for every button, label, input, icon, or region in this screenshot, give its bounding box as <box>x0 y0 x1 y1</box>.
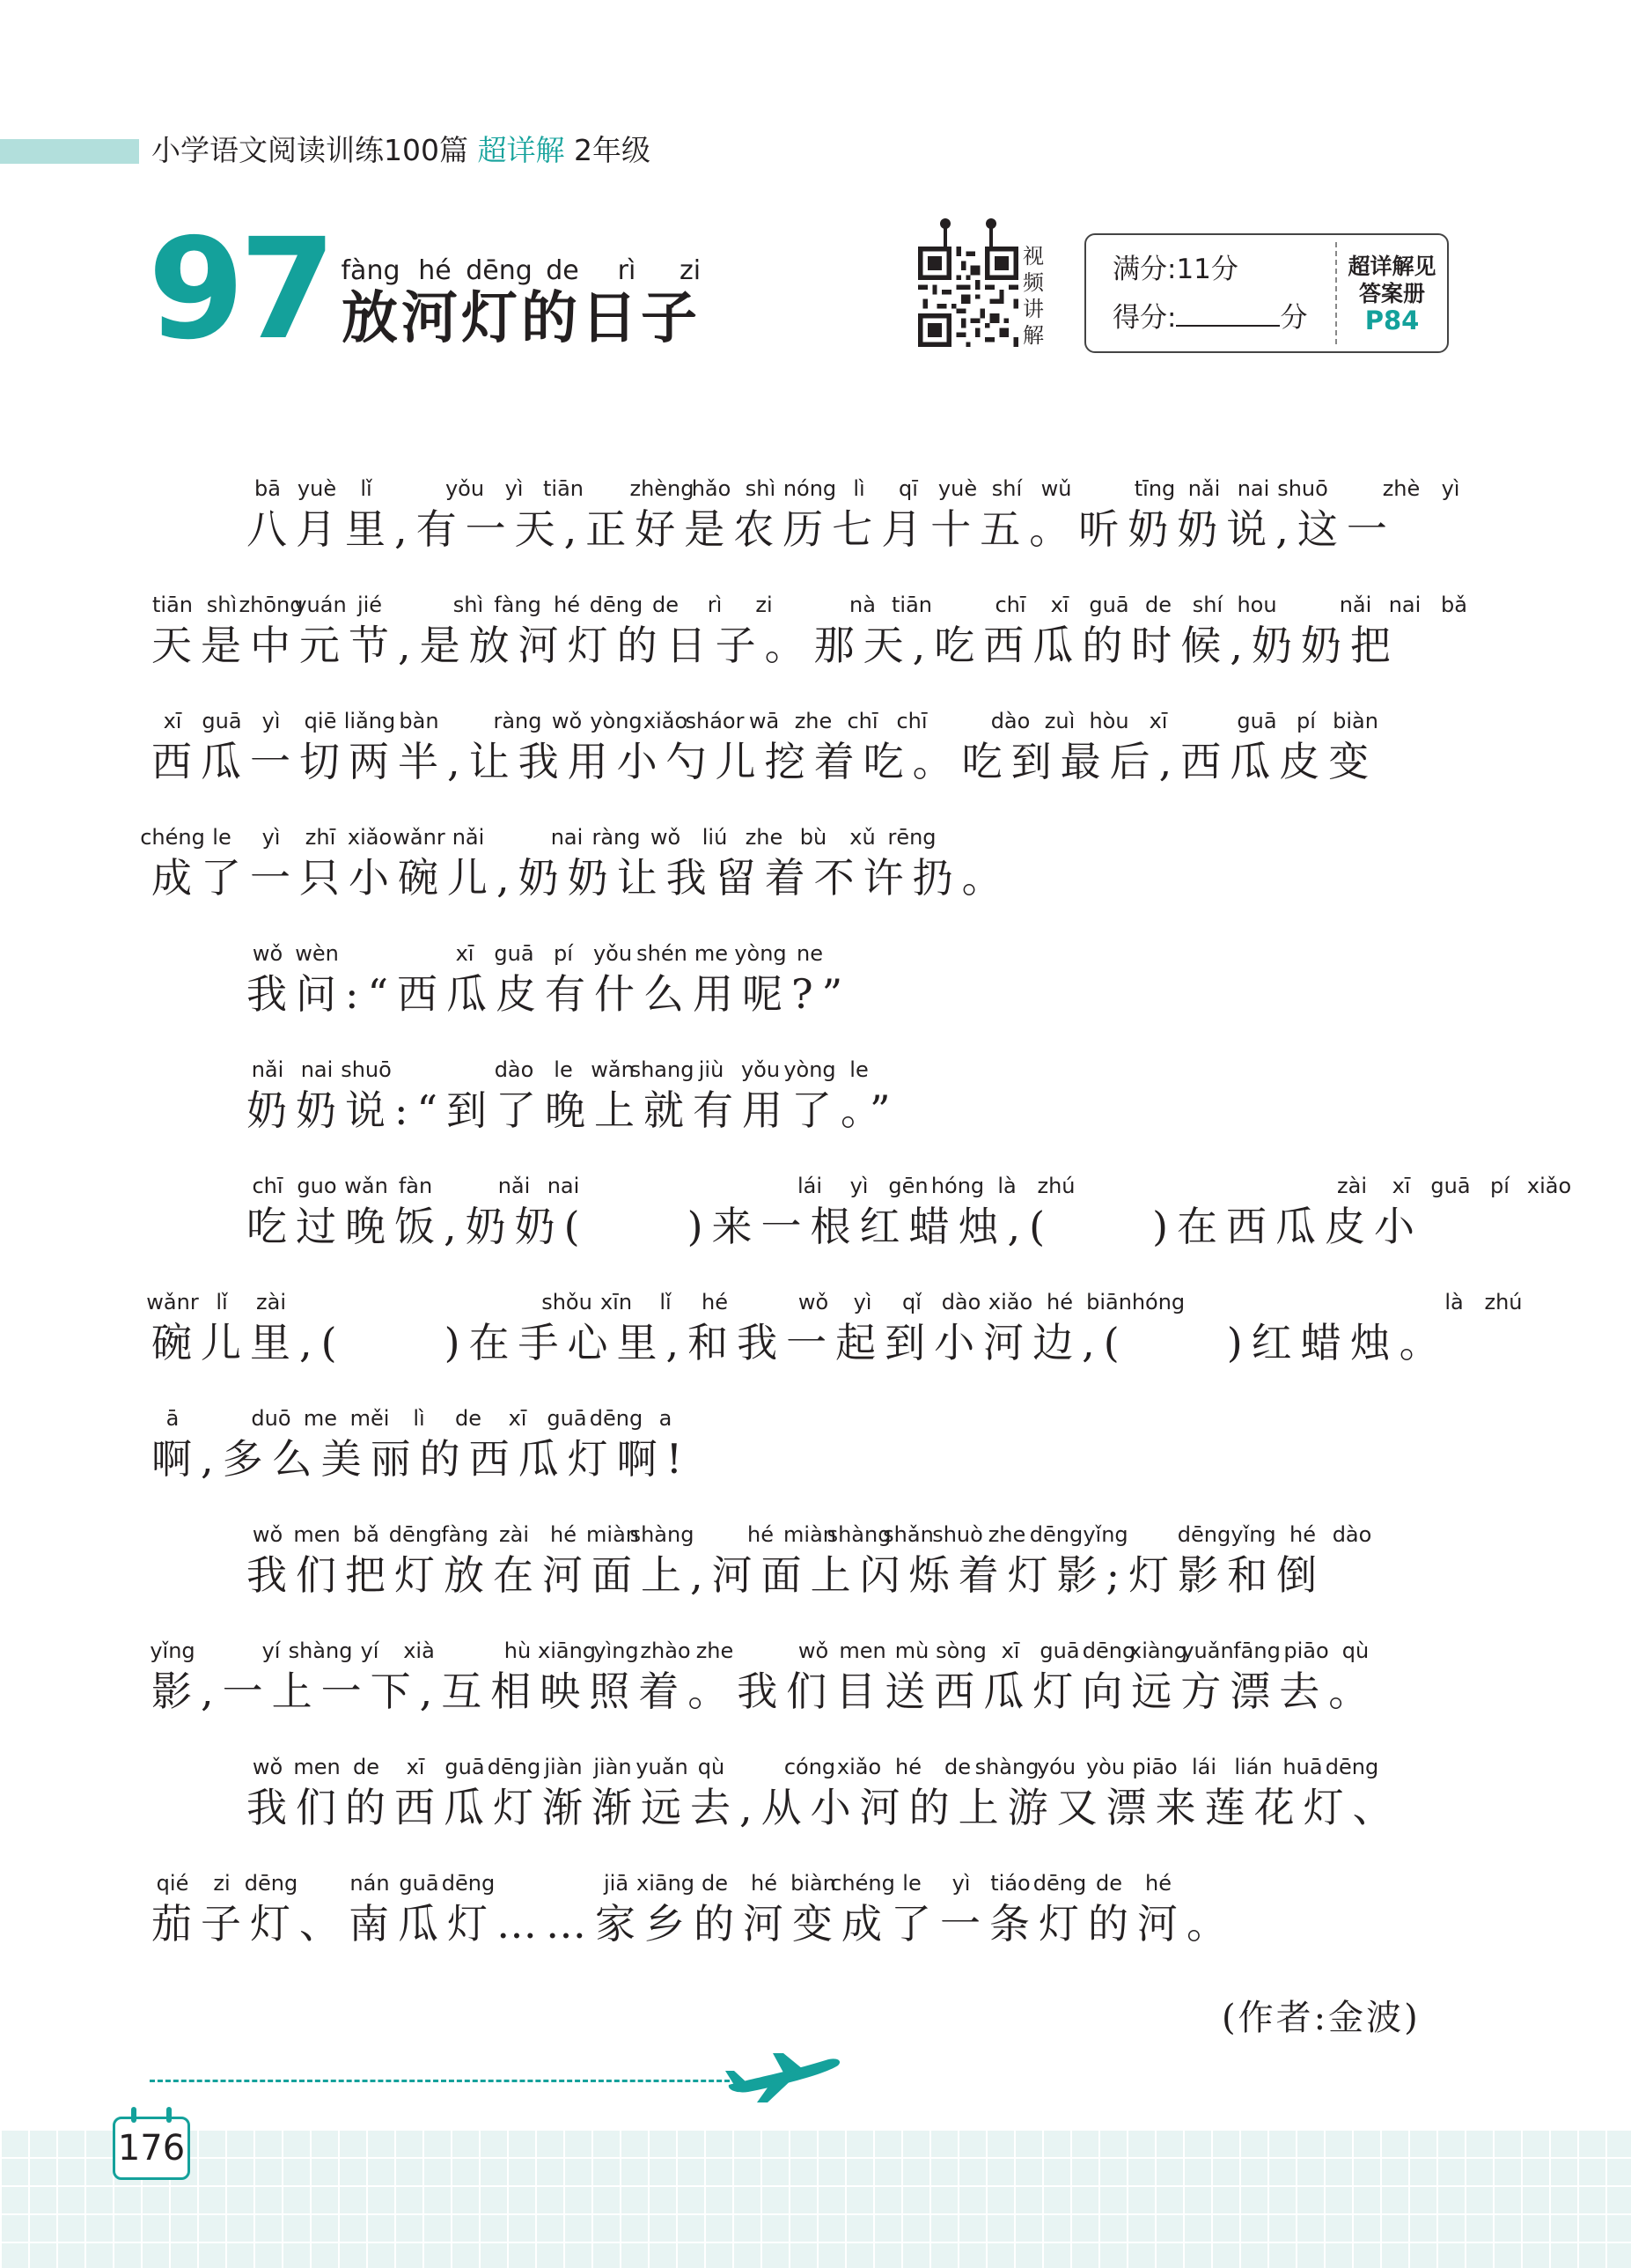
pinyin-syllable: hóng <box>1131 1290 1186 1314</box>
pinyin-syllable: chī <box>252 1174 283 1198</box>
pinyin-syllable: dēng <box>244 1871 298 1896</box>
pinyin-syllable: xiāng <box>636 1871 695 1896</box>
pinyin-syllable: pí <box>1490 1174 1510 1198</box>
dashed-flight-line <box>150 2080 738 2082</box>
pinyin-syllable: yòng <box>783 1057 836 1082</box>
pinyin-syllable: hé <box>895 1755 922 1779</box>
pinyin-syllable: guā <box>202 709 242 733</box>
pinyin-syllable: de <box>944 1755 971 1779</box>
pinyin-syllable: wǒ <box>252 941 283 966</box>
title-pinyin-syllable: rì <box>617 255 636 286</box>
pinyin-syllable: tiān <box>892 593 932 617</box>
pinyin-syllable: ràng <box>493 709 542 733</box>
pinyin-syllable: zuì <box>1044 709 1076 733</box>
score-box <box>1084 233 1449 353</box>
video-explain-label: 视频讲解 <box>1023 244 1044 348</box>
passage-text: 茄子灯、南瓜灯……家乡的河变成了一条灯的河。 <box>151 1900 1236 1948</box>
pinyin-syllable: xī <box>508 1406 527 1431</box>
pinyin-syllable: lì <box>413 1406 425 1431</box>
pinyin-syllable: xī <box>1001 1638 1020 1663</box>
pinyin-syllable: dào <box>990 709 1031 733</box>
passage-text: 西瓜一切两半,让我用小勺儿挖着吃。吃到最后,西瓜皮变 <box>151 738 1378 785</box>
pinyin-syllable: shí <box>991 476 1023 501</box>
title-pinyin-syllable: hé <box>418 255 452 286</box>
pinyin-syllable: liǎng <box>343 709 396 733</box>
pinyin-syllable: lǐ <box>360 476 372 501</box>
pinyin-syllable: hé <box>747 1522 774 1547</box>
pinyin-syllable: biàn <box>790 1871 836 1896</box>
pinyin-syllable: me <box>694 941 729 966</box>
pinyin-syllable: yòng <box>734 941 787 966</box>
pinyin-syllable: zhī <box>305 825 336 850</box>
pinyin-syllable: nai <box>300 1057 334 1082</box>
pinyin-syllable: xiǎo <box>988 1290 1033 1314</box>
pinyin-syllable: ràng <box>591 825 641 850</box>
pinyin-syllable: dēng <box>1177 1522 1231 1547</box>
pinyin-syllable: rì <box>707 593 723 617</box>
pinyin-syllable: xī <box>1149 709 1168 733</box>
pinyin-syllable: hé <box>1145 1871 1172 1896</box>
pinyin-syllable: yǐng <box>150 1638 195 1663</box>
series-highlight: 超详解 <box>477 133 565 167</box>
pinyin-syllable: wā <box>748 709 780 733</box>
pinyin-syllable: yì <box>261 825 281 850</box>
pinyin-syllable: jiàn <box>593 1755 632 1779</box>
pinyin-syllable: dēng <box>589 1406 643 1431</box>
pinyin-syllable: yì <box>504 476 524 501</box>
passage-text: 奶奶说:“到了晚上就有用了。” <box>246 1086 900 1134</box>
passage-text: 吃过晚饭,奶奶( )来一根红蜡烛,( )在西瓜皮小 <box>246 1203 1424 1250</box>
pinyin-syllable: yuè <box>297 476 337 501</box>
pinyin-syllable: dēng <box>487 1755 541 1779</box>
score-entry <box>1113 298 1307 336</box>
pinyin-syllable: yuán <box>294 593 347 617</box>
pinyin-syllable: hé <box>702 1290 728 1314</box>
pinyin-syllable: biān <box>1086 1290 1132 1314</box>
pinyin-syllable: zhú <box>1484 1290 1523 1314</box>
pinyin-syllable: guā <box>547 1406 587 1431</box>
pinyin-syllable: shuō <box>1277 476 1328 501</box>
pinyin-syllable: biàn <box>1333 709 1378 733</box>
pinyin-syllable: de <box>652 593 679 617</box>
pinyin-syllable: miàn <box>783 1522 836 1547</box>
pinyin-syllable: wǒ <box>252 1755 283 1779</box>
pinyin-syllable: zhe <box>745 825 783 850</box>
pinyin-syllable: guā <box>444 1755 485 1779</box>
pinyin-syllable: wǒ <box>650 825 681 850</box>
pinyin-syllable: chéng <box>140 825 205 850</box>
pinyin-syllable: shàng <box>827 1522 892 1547</box>
pinyin-syllable: zhèng <box>629 476 694 501</box>
calendar-ring-right <box>166 2107 172 2123</box>
pinyin-syllable: ā <box>165 1406 180 1431</box>
pinyin-syllable: hǎo <box>691 476 731 501</box>
pinyin-syllable: yǐng <box>1231 1522 1276 1547</box>
answer-note-line1: 超详解见 <box>1348 254 1436 279</box>
pinyin-syllable: yì <box>261 709 281 733</box>
pinyin-syllable: shang <box>629 1057 694 1082</box>
pinyin-syllable: hé <box>1289 1522 1316 1547</box>
pinyin-syllable: guo <box>297 1174 337 1198</box>
pinyin-syllable: bǎ <box>1441 593 1467 617</box>
pinyin-syllable: yǒu <box>592 941 633 966</box>
pinyin-syllable: zi <box>755 593 773 617</box>
pinyin-syllable: pí <box>554 941 573 966</box>
pinyin-syllable: jiā <box>603 1871 629 1896</box>
footer-grid-background <box>0 2129 1631 2268</box>
pinyin-syllable: yuǎn <box>636 1755 688 1779</box>
pinyin-syllable: lǐ <box>216 1290 228 1314</box>
pinyin-syllable: nai <box>1237 476 1270 501</box>
score-unit: 分 <box>1280 302 1308 334</box>
passage-text: 成了一只小碗儿,奶奶让我留着不许扔。 <box>151 854 1011 902</box>
pinyin-syllable: hou <box>1237 593 1277 617</box>
lesson-number: 97 <box>148 209 331 371</box>
pinyin-syllable: hé <box>751 1871 777 1896</box>
pinyin-syllable: nǎi <box>251 1057 284 1082</box>
page-number-box <box>113 2117 190 2180</box>
pinyin-syllable: wǒ <box>252 1522 283 1547</box>
pinyin-syllable: yí <box>360 1638 379 1663</box>
pinyin-syllable: chī <box>995 593 1026 617</box>
pinyin-syllable: guā <box>1237 709 1277 733</box>
pinyin-syllable: sòng <box>936 1638 987 1663</box>
pinyin-syllable: le <box>849 1057 869 1082</box>
pinyin-syllable: dào <box>494 1057 534 1082</box>
qr-code-icon[interactable] <box>918 247 1018 347</box>
pinyin-syllable: chī <box>896 709 928 733</box>
pinyin-syllable: qiē <box>304 709 337 733</box>
pinyin-syllable: xià <box>403 1638 435 1663</box>
answer-note-line2: 答案册 <box>1358 281 1425 306</box>
pinyin-syllable: yǒu <box>740 1057 781 1082</box>
header-accent-bar <box>0 139 139 164</box>
pinyin-syllable: zhōng <box>239 593 304 617</box>
passage-text: 天是中元节,是放河灯的日子。那天,吃西瓜的时候,奶奶把 <box>151 622 1400 669</box>
pinyin-syllable: yì <box>951 1871 971 1896</box>
pinyin-syllable: dēng <box>589 593 643 617</box>
pinyin-syllable: tiān <box>543 476 584 501</box>
pinyin-syllable: là <box>1444 1290 1464 1314</box>
title-pinyin-syllable: zi <box>679 255 702 286</box>
pinyin-syllable: yuǎn <box>1181 1638 1234 1663</box>
title-pinyin-syllable: fàng <box>341 255 400 286</box>
pinyin-syllable: wǒ <box>551 709 583 733</box>
pinyin-syllable: tīng <box>1134 476 1176 501</box>
pinyin-syllable: shàng <box>629 1522 694 1547</box>
pinyin-syllable: fàng <box>494 593 541 617</box>
pinyin-syllable: yòng <box>590 709 643 733</box>
lesson-title: 放河灯的日子 <box>342 286 701 351</box>
pinyin-syllable: xiǎo <box>836 1755 882 1779</box>
pinyin-syllable: xīn <box>599 1290 633 1314</box>
pinyin-syllable: xiǎo <box>643 709 688 733</box>
pinyin-syllable: fàng <box>441 1522 489 1547</box>
pinyin-syllable: yì <box>853 1290 872 1314</box>
pinyin-syllable: yǒu <box>444 476 485 501</box>
pinyin-syllable: sháor <box>685 709 745 733</box>
pinyin-syllable: zài <box>499 1522 529 1547</box>
pinyin-syllable: de <box>353 1755 379 1779</box>
pinyin-syllable: guā <box>1430 1174 1471 1198</box>
pinyin-syllable: mù <box>894 1638 929 1663</box>
pinyin-syllable: nǎi <box>497 1174 531 1198</box>
calendar-ring-left <box>131 2107 136 2123</box>
pinyin-syllable: jiù <box>698 1057 724 1082</box>
pinyin-syllable: shàng <box>288 1638 353 1663</box>
pinyin-syllable: shì <box>206 593 238 617</box>
pinyin-syllable: shàng <box>974 1755 1040 1779</box>
pinyin-syllable: dào <box>941 1290 981 1314</box>
pinyin-syllable: bàn <box>399 709 439 733</box>
pinyin-syllable: me <box>303 1406 338 1431</box>
pinyin-syllable: nǎi <box>1339 593 1372 617</box>
pinyin-syllable: xī <box>1392 1174 1411 1198</box>
pinyin-syllable: zài <box>256 1290 286 1314</box>
pinyin-syllable: xī <box>406 1755 425 1779</box>
pinyin-syllable: shì <box>452 593 484 617</box>
pinyin-syllable: duō <box>251 1406 291 1431</box>
pinyin-syllable: zi <box>213 1871 231 1896</box>
pinyin-syllable: pí <box>1297 709 1316 733</box>
pinyin-syllable: piāo <box>1132 1755 1178 1779</box>
pinyin-syllable: hòu <box>1089 709 1129 733</box>
pinyin-syllable: dēng <box>441 1871 496 1896</box>
answer-page: P84 <box>1364 306 1420 335</box>
pinyin-syllable: piāo <box>1283 1638 1329 1663</box>
pinyin-syllable: qù <box>1341 1638 1370 1663</box>
pinyin-syllable: zài <box>1337 1174 1367 1198</box>
pinyin-syllable: yì <box>849 1174 869 1198</box>
pinyin-syllable: gēn <box>888 1174 929 1198</box>
passage-text: 碗儿里,( )在手心里,和我一起到小河边,( )红蜡烛。 <box>151 1319 1449 1366</box>
score-blank-field[interactable] <box>1176 298 1280 327</box>
pinyin-syllable: shuò <box>932 1522 983 1547</box>
pinyin-syllable: hù <box>503 1638 532 1663</box>
pinyin-syllable: hé <box>1047 1290 1073 1314</box>
pinyin-syllable: bā <box>254 476 281 501</box>
pinyin-syllable: tiān <box>152 593 193 617</box>
pinyin-syllable: jié <box>356 593 383 617</box>
pinyin-syllable: wǎnr <box>393 825 445 850</box>
pinyin-syllable: nǎi <box>1187 476 1221 501</box>
pinyin-syllable: nǎi <box>452 825 485 850</box>
pinyin-syllable: qī <box>899 476 918 501</box>
pinyin-syllable: miàn <box>586 1522 639 1547</box>
pinyin-syllable: yǐng <box>1083 1522 1128 1547</box>
pinyin-syllable: bǎ <box>353 1522 379 1547</box>
pinyin-syllable: dēng <box>388 1522 443 1547</box>
pinyin-syllable: men <box>293 1755 341 1779</box>
pinyin-syllable: yóu <box>1036 1755 1076 1779</box>
grade-label: 2年级 <box>574 133 650 167</box>
passage-text: 影,一上一下,互相映照着。我们目送西瓜灯向远方漂去。 <box>151 1668 1378 1715</box>
passage-text: 我问:“西瓜皮有什么用呢?” <box>246 970 852 1018</box>
pinyin-syllable: hé <box>550 1522 577 1547</box>
pinyin-syllable: de <box>455 1406 481 1431</box>
pinyin-syllable: dēng <box>1325 1755 1379 1779</box>
pinyin-syllable: jiàn <box>544 1755 583 1779</box>
pinyin-syllable: wǎn <box>344 1174 388 1198</box>
page-number: 176 <box>117 2128 186 2169</box>
pinyin-syllable: bù <box>799 825 827 850</box>
book-series-header <box>151 130 650 171</box>
pinyin-syllable: lián <box>1234 1755 1273 1779</box>
pinyin-syllable: de <box>1145 593 1172 617</box>
airplane-icon <box>722 2039 845 2110</box>
qr-antenna-left <box>944 224 947 247</box>
pinyin-syllable: dēng <box>1029 1522 1084 1547</box>
pinyin-syllable: xiàng <box>1128 1638 1188 1663</box>
pinyin-syllable: lái <box>797 1174 823 1198</box>
pinyin-syllable: là <box>997 1174 1017 1198</box>
passage-text: 我们把灯放在河面上,河面上闪烁着灯影;灯影和倒 <box>246 1551 1326 1599</box>
pinyin-syllable: cóng <box>783 1755 836 1779</box>
pinyin-syllable: wǔ <box>1040 476 1072 501</box>
series-name: 小学语文阅读训练100篇 <box>151 133 468 167</box>
pinyin-syllable: yòu <box>1085 1755 1126 1779</box>
pinyin-syllable: yí <box>261 1638 281 1663</box>
pinyin-syllable: lì <box>853 476 865 501</box>
pinyin-syllable: shuō <box>341 1057 392 1082</box>
pinyin-syllable: wèn <box>295 941 339 966</box>
pinyin-syllable: zhe <box>794 709 833 733</box>
pinyin-syllable: fāng <box>1233 1638 1281 1663</box>
pinyin-syllable: wǒ <box>797 1638 829 1663</box>
title-pinyin-syllable: de <box>546 255 579 286</box>
pinyin-syllable: zhè <box>1382 476 1421 501</box>
pinyin-syllable: yìng <box>593 1638 639 1663</box>
pinyin-syllable: xī <box>1050 593 1069 617</box>
pinyin-syllable: de <box>1096 1871 1122 1896</box>
pinyin-syllable: a <box>658 1406 672 1431</box>
pinyin-syllable: ne <box>797 941 823 966</box>
pinyin-syllable: hóng <box>930 1174 985 1198</box>
pinyin-syllable: liú <box>702 825 728 850</box>
pinyin-syllable: le <box>902 1871 922 1896</box>
pinyin-syllable: nai <box>547 1174 580 1198</box>
pinyin-syllable: lái <box>1191 1755 1217 1779</box>
pinyin-syllable: chī <box>847 709 878 733</box>
passage-text: 我们的西瓜灯渐渐远去,从小河的上游又漂来莲花灯、 <box>246 1784 1402 1831</box>
pinyin-syllable: nai <box>1388 593 1422 617</box>
pinyin-syllable: shǒu <box>541 1290 592 1314</box>
full-score: 满分:11分 <box>1113 254 1238 285</box>
pinyin-syllable: rēng <box>887 825 937 850</box>
pinyin-syllable: wǒ <box>797 1290 829 1314</box>
pinyin-syllable: xiǎo <box>1526 1174 1572 1198</box>
title-pinyin-syllable: dēng <box>466 255 533 286</box>
qr-antenna-right <box>989 224 993 247</box>
pinyin-syllable: zhe <box>695 1638 734 1663</box>
passage-text: 啊,多么美丽的西瓜灯啊! <box>151 1435 692 1483</box>
passage-text: 八月里,有一天,正好是农历七月十五。听奶奶说,这一 <box>246 505 1396 553</box>
pinyin-syllable: měi <box>349 1406 390 1431</box>
pinyin-syllable: xī <box>455 941 474 966</box>
pinyin-syllable: shén <box>636 941 687 966</box>
pinyin-syllable: yì <box>1441 476 1460 501</box>
pinyin-syllable: nóng <box>782 476 837 501</box>
pinyin-syllable: tiáo <box>990 1871 1031 1896</box>
pinyin-syllable: dēng <box>1082 1638 1136 1663</box>
pinyin-syllable: zhú <box>1037 1174 1076 1198</box>
pinyin-syllable: xī <box>163 709 182 733</box>
pinyin-syllable: huā <box>1282 1755 1323 1779</box>
pinyin-syllable: wǎn <box>591 1057 635 1082</box>
pinyin-syllable: le <box>212 825 231 850</box>
pinyin-syllable: guā <box>399 1871 439 1896</box>
pinyin-syllable: guā <box>1089 593 1129 617</box>
pinyin-syllable: yuè <box>937 476 978 501</box>
pinyin-syllable: xiǎo <box>347 825 393 850</box>
pinyin-syllable: wǎnr <box>146 1290 199 1314</box>
pinyin-syllable: qié <box>156 1871 189 1896</box>
pinyin-syllable: chéng <box>830 1871 895 1896</box>
pinyin-syllable: le <box>554 1057 573 1082</box>
pinyin-syllable: nán <box>349 1871 390 1896</box>
answer-reference <box>1337 253 1447 335</box>
pinyin-syllable: shǎn <box>883 1522 934 1547</box>
pinyin-syllable: fàn <box>398 1174 433 1198</box>
pinyin-syllable: men <box>293 1522 341 1547</box>
pinyin-syllable: de <box>702 1871 728 1896</box>
pinyin-syllable: guā <box>494 941 534 966</box>
pinyin-syllable: zhe <box>988 1522 1026 1547</box>
pinyin-syllable: dào <box>1332 1522 1372 1547</box>
pinyin-syllable: men <box>839 1638 886 1663</box>
score-label: 得分: <box>1113 302 1177 334</box>
pinyin-syllable: shì <box>745 476 776 501</box>
pinyin-syllable: xiāng <box>537 1638 597 1663</box>
pinyin-syllable: lǐ <box>659 1290 672 1314</box>
pinyin-syllable: xǔ <box>849 825 876 850</box>
pinyin-syllable: zhào <box>640 1638 691 1663</box>
pinyin-syllable: shí <box>1192 593 1223 617</box>
pinyin-syllable: dēng <box>1032 1871 1087 1896</box>
pinyin-syllable: hé <box>554 593 580 617</box>
author-credit: (作者:金波) <box>1222 1998 1421 2038</box>
pinyin-syllable: qù <box>697 1755 725 1779</box>
pinyin-syllable: guā <box>1040 1638 1080 1663</box>
pinyin-syllable: nà <box>849 593 876 617</box>
pinyin-syllable: nai <box>550 825 584 850</box>
pinyin-syllable: qǐ <box>902 1290 922 1314</box>
